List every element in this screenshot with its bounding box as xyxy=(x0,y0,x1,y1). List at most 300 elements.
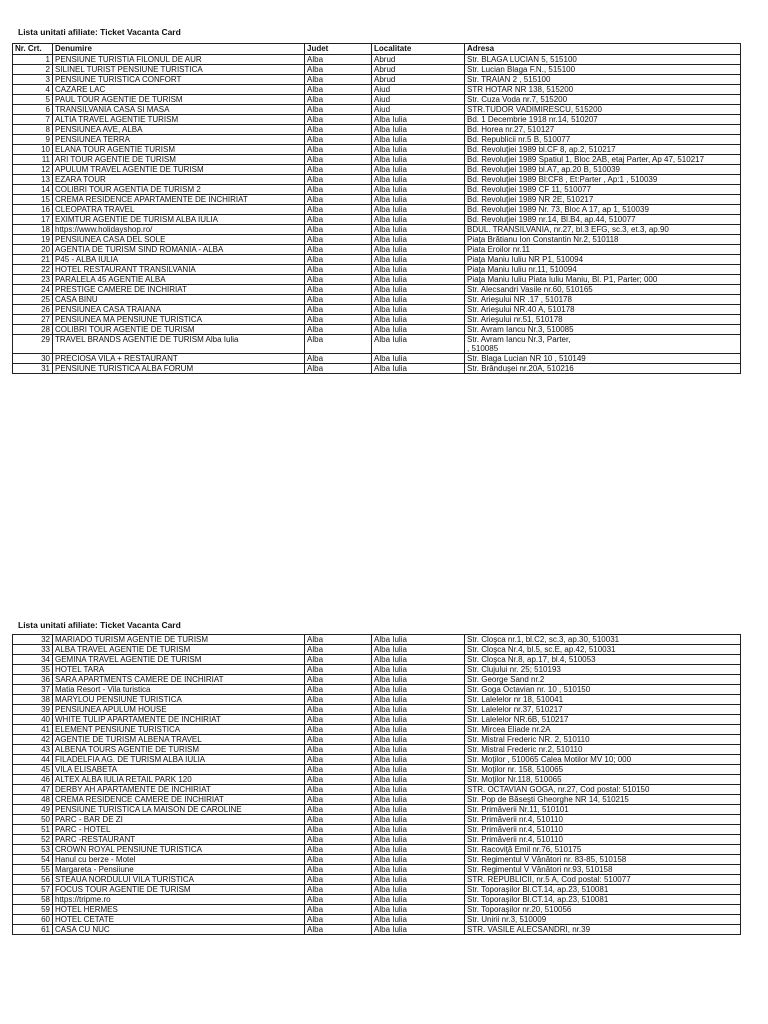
table-row xyxy=(13,235,741,245)
cell-adresa: Str. Avram Iancu Nr.3, 510085 xyxy=(465,325,741,335)
cell-judet: Alba xyxy=(305,675,372,685)
cell-nr-crt: 40 xyxy=(13,715,53,725)
cell-adresa: Bd. Revoluţiei 1989 Nr. 73, Bloc A 17, ap 1, 510039 xyxy=(465,205,741,215)
cell-nr-crt: 4 xyxy=(13,85,53,95)
cell-localitate: Alba Iulia xyxy=(372,845,465,855)
cell-localitate: Alba Iulia xyxy=(372,115,465,125)
cell-judet: Alba xyxy=(305,205,372,215)
cell-nr-crt: 57 xyxy=(13,885,53,895)
cell-adresa: Piata Eroilor nr.11 xyxy=(465,245,741,255)
cell-judet: Alba xyxy=(305,695,372,705)
cell-localitate: Alba Iulia xyxy=(372,665,465,675)
cell-localitate: Aiud xyxy=(372,105,465,115)
table-row xyxy=(13,295,741,305)
cell-nr-crt: 25 xyxy=(13,295,53,305)
cell-denumire: CASA CU NUC xyxy=(53,925,305,935)
cell-adresa: Str. Primăverii nr.4, 510110 xyxy=(465,815,741,825)
page-title-2: Lista unitati afiliate: Ticket Vacanta Card xyxy=(18,620,181,630)
cell-localitate: Alba Iulia xyxy=(372,175,465,185)
table-row xyxy=(13,905,741,915)
cell-adresa: Str. TRAIAN 2 , 515100 xyxy=(465,75,741,85)
cell-localitate: Alba Iulia xyxy=(372,815,465,825)
cell-adresa: Str. Pop de Băseşti Gheorghe NR 14, 510215 xyxy=(465,795,741,805)
table-row xyxy=(13,795,741,805)
table-row xyxy=(13,135,741,145)
cell-judet: Alba xyxy=(305,115,372,125)
cell-adresa: Str. Alecsandri Vasile nr.60, 510165 xyxy=(465,285,741,295)
table-row xyxy=(13,105,741,115)
cell-denumire: https://www.holidayshop.ro/ xyxy=(53,225,305,235)
cell-denumire: PENSIUNE TURISTICA CONFORT xyxy=(53,75,305,85)
cell-adresa: Bd. Republicii nr.5 B, 510077 xyxy=(465,135,741,145)
cell-denumire: MARYLOU PENSIUNE TURISTICA xyxy=(53,695,305,705)
table-row xyxy=(13,725,741,735)
cell-adresa: Bd. Revoluţiei 1989 CF 11, 510077 xyxy=(465,185,741,195)
cell-denumire: https://tripme.ro xyxy=(53,895,305,905)
cell-denumire: AGENTIA DE TURISM SIND ROMANIA - ALBA xyxy=(53,245,305,255)
cell-nr-crt: 17 xyxy=(13,215,53,225)
cell-nr-crt: 44 xyxy=(13,755,53,765)
cell-localitate: Alba Iulia xyxy=(372,135,465,145)
cell-adresa: Str. Mircea Eliade nr.2A xyxy=(465,725,741,735)
cell-adresa: STR HOTAR NR 138, 515200 xyxy=(465,85,741,95)
cell-judet: Alba xyxy=(305,775,372,785)
cell-adresa: Str. Moţilor nr. 158, 510065 xyxy=(465,765,741,775)
table-row xyxy=(13,275,741,285)
table-row xyxy=(13,325,741,335)
cell-adresa: STR. VASILE ALECSANDRI, nr.39 xyxy=(465,925,741,935)
cell-judet: Alba xyxy=(305,155,372,165)
cell-nr-crt: 30 xyxy=(13,354,53,364)
table-row xyxy=(13,335,741,354)
table-row xyxy=(13,835,741,845)
table-row xyxy=(13,185,741,195)
table-row xyxy=(13,805,741,815)
cell-localitate: Alba Iulia xyxy=(372,885,465,895)
cell-nr-crt: 27 xyxy=(13,315,53,325)
cell-adresa: Str. Toporaşilor Bl.CT.14, ap.23, 510081 xyxy=(465,895,741,905)
table-row xyxy=(13,825,741,835)
table-row xyxy=(13,364,741,374)
cell-nr-crt: 58 xyxy=(13,895,53,905)
cell-localitate: Abrud xyxy=(372,55,465,65)
cell-localitate: Alba Iulia xyxy=(372,165,465,175)
table-row xyxy=(13,855,741,865)
cell-judet: Alba xyxy=(305,364,372,374)
cell-denumire: PENSIUNEA TERRA xyxy=(53,135,305,145)
cell-adresa: Str. George Sand nr.2 xyxy=(465,675,741,685)
cell-judet: Alba xyxy=(305,705,372,715)
cell-nr-crt: 28 xyxy=(13,325,53,335)
table-header-row xyxy=(13,44,741,55)
cell-nr-crt: 35 xyxy=(13,665,53,675)
cell-localitate: Alba Iulia xyxy=(372,755,465,765)
cell-localitate: Alba Iulia xyxy=(372,635,465,645)
cell-adresa: Str. Brânduşei nr.20A, 510216 xyxy=(465,364,741,374)
cell-nr-crt: 12 xyxy=(13,165,53,175)
cell-nr-crt: 52 xyxy=(13,835,53,845)
cell-judet: Alba xyxy=(305,885,372,895)
cell-denumire: CREMA RESIDENCE CAMERE DE INCHIRIAT xyxy=(53,795,305,805)
cell-localitate: Abrud xyxy=(372,65,465,75)
cell-judet: Alba xyxy=(305,85,372,95)
cell-adresa: Str. Goga Octavian nr. 10 , 510150 xyxy=(465,685,741,695)
cell-localitate: Alba Iulia xyxy=(372,335,465,354)
table-row xyxy=(13,255,741,265)
cell-localitate: Alba Iulia xyxy=(372,735,465,745)
cell-adresa: Str. Lalelelor nr 18, 510041 xyxy=(465,695,741,705)
cell-adresa: Str. Regimentul V Vânători nr. 83-85, 510158 xyxy=(465,855,741,865)
cell-nr-crt: 32 xyxy=(13,635,53,645)
cell-judet: Alba xyxy=(305,685,372,695)
cell-nr-crt: 7 xyxy=(13,115,53,125)
cell-adresa: Str. Lalelelor NR.6B, 510217 xyxy=(465,715,741,725)
cell-localitate: Aiud xyxy=(372,85,465,95)
cell-localitate: Alba Iulia xyxy=(372,235,465,245)
cell-nr-crt: 15 xyxy=(13,195,53,205)
cell-judet: Alba xyxy=(305,225,372,235)
cell-denumire: GEMINA TRAVEL AGENTIE DE TURISM xyxy=(53,655,305,665)
cell-judet: Alba xyxy=(305,745,372,755)
table-row xyxy=(13,645,741,655)
cell-judet: Alba xyxy=(305,825,372,835)
cell-nr-crt: 36 xyxy=(13,675,53,685)
cell-adresa: Str. Cloşca Nr.8, ap.17, bl.4, 510053 xyxy=(465,655,741,665)
cell-nr-crt: 50 xyxy=(13,815,53,825)
cell-adresa: Str. Cloşca Nr.4, bl.5, sc.E, ap.42, 510031 xyxy=(465,645,741,655)
header-localitate: Localitate xyxy=(372,44,465,55)
cell-denumire: SARA APARTMENTS CAMERE DE INCHIRIAT xyxy=(53,675,305,685)
cell-adresa: Str. Mistral Frederic NR. 2, 510110 xyxy=(465,735,741,745)
cell-denumire: SILINEL TURIST PENSIUNE TURISTICA xyxy=(53,65,305,75)
cell-judet: Alba xyxy=(305,645,372,655)
cell-nr-crt: 61 xyxy=(13,925,53,935)
cell-judet: Alba xyxy=(305,185,372,195)
cell-nr-crt: 9 xyxy=(13,135,53,145)
cell-judet: Alba xyxy=(305,815,372,825)
cell-localitate: Alba Iulia xyxy=(372,785,465,795)
cell-denumire: APULUM TRAVEL AGENTIE DE TURISM xyxy=(53,165,305,175)
cell-denumire: ALBA TRAVEL AGENTIE DE TURISM xyxy=(53,645,305,655)
cell-localitate: Alba Iulia xyxy=(372,795,465,805)
cell-nr-crt: 22 xyxy=(13,265,53,275)
table-row xyxy=(13,55,741,65)
cell-adresa: Str. Toporaşilor nr.20, 510056 xyxy=(465,905,741,915)
cell-adresa: Str. Toporaşilor Bl.CT.14, ap.23, 510081 xyxy=(465,885,741,895)
cell-nr-crt: 41 xyxy=(13,725,53,735)
cell-denumire: HOTEL RESTAURANT TRANSILVANIA xyxy=(53,265,305,275)
table-row xyxy=(13,265,741,275)
table-row xyxy=(13,85,741,95)
cell-nr-crt: 49 xyxy=(13,805,53,815)
cell-nr-crt: 55 xyxy=(13,865,53,875)
cell-adresa: Str. Arieşului nr.51, 510178 xyxy=(465,315,741,325)
cell-denumire: EZARA TOUR xyxy=(53,175,305,185)
cell-judet: Alba xyxy=(305,354,372,364)
cell-localitate: Alba Iulia xyxy=(372,875,465,885)
cell-nr-crt: 39 xyxy=(13,705,53,715)
cell-denumire: PENSIUNE TURISTIA FILONUL DE AUR xyxy=(53,55,305,65)
cell-nr-crt: 26 xyxy=(13,305,53,315)
cell-localitate: Alba Iulia xyxy=(372,205,465,215)
cell-denumire: Matia Resort - Vila turistica xyxy=(53,685,305,695)
cell-nr-crt: 24 xyxy=(13,285,53,295)
table-row xyxy=(13,705,741,715)
header-judet: Judet xyxy=(305,44,372,55)
cell-denumire: PENSIUNE TURISTICA LA MAISON DE CAROLINE xyxy=(53,805,305,815)
cell-adresa: Bd. Revoluţiei 1989 NR 2E, 510217 xyxy=(465,195,741,205)
cell-localitate: Alba Iulia xyxy=(372,285,465,295)
cell-localitate: Alba Iulia xyxy=(372,725,465,735)
cell-denumire: MARIADO TURISM AGENTIE DE TURISM xyxy=(53,635,305,645)
table-row xyxy=(13,915,741,925)
table-row xyxy=(13,925,741,935)
cell-nr-crt: 46 xyxy=(13,775,53,785)
cell-nr-crt: 2 xyxy=(13,65,53,75)
cell-nr-crt: 16 xyxy=(13,205,53,215)
cell-judet: Alba xyxy=(305,655,372,665)
cell-judet: Alba xyxy=(305,145,372,155)
header-adresa: Adresa xyxy=(465,44,741,55)
cell-nr-crt: 21 xyxy=(13,255,53,265)
table-row xyxy=(13,865,741,875)
cell-nr-crt: 54 xyxy=(13,855,53,865)
cell-denumire: Hanul cu berze - Motel xyxy=(53,855,305,865)
cell-denumire: ALTIA TRAVEL AGENTIE TURISM xyxy=(53,115,305,125)
cell-adresa: Bd. Horea nr.27, 510127 xyxy=(465,125,741,135)
cell-adresa: Str. Primăverii Nr.11, 510101 xyxy=(465,805,741,815)
cell-adresa: Bd. 1 Decembrie 1918 nr.14, 510207 xyxy=(465,115,741,125)
cell-nr-crt: 47 xyxy=(13,785,53,795)
cell-localitate: Alba Iulia xyxy=(372,255,465,265)
table-row xyxy=(13,755,741,765)
cell-nr-crt: 18 xyxy=(13,225,53,235)
table-row xyxy=(13,745,741,755)
cell-nr-crt: 13 xyxy=(13,175,53,185)
cell-localitate: Alba Iulia xyxy=(372,315,465,325)
cell-judet: Alba xyxy=(305,325,372,335)
cell-judet: Alba xyxy=(305,725,372,735)
cell-adresa: Str. Primăverii nr.4, 510110 xyxy=(465,835,741,845)
table-row xyxy=(13,875,741,885)
cell-adresa: Str. Primăverii nr.4, 510110 xyxy=(465,825,741,835)
cell-denumire: VILA ELISABETA xyxy=(53,765,305,775)
cell-judet: Alba xyxy=(305,665,372,675)
cell-adresa: Str. Racoviţă Emil nr.76, 510175 xyxy=(465,845,741,855)
table-row xyxy=(13,845,741,855)
cell-judet: Alba xyxy=(305,845,372,855)
cell-denumire: HOTEL TARA xyxy=(53,665,305,675)
cell-adresa: Str. Arieşului NR.40 A, 510178 xyxy=(465,305,741,315)
cell-adresa: Str. Lalelelor nr.37, 510217 xyxy=(465,705,741,715)
cell-localitate: Alba Iulia xyxy=(372,835,465,845)
cell-denumire: ELEMENT PENSIUNE TURISTICA xyxy=(53,725,305,735)
cell-nr-crt: 29 xyxy=(13,335,53,354)
cell-adresa: Bd. Revoluţiei 1989 bl.CF 8, ap.2, 510217 xyxy=(465,145,741,155)
affiliates-table-1 xyxy=(12,43,741,374)
cell-denumire: PENSIUNEA CASA TRAIANA xyxy=(53,305,305,315)
cell-localitate: Alba Iulia xyxy=(372,905,465,915)
cell-localitate: Alba Iulia xyxy=(372,275,465,285)
cell-denumire: TRAVEL BRANDS AGENTIE DE TURISM Alba Iulia xyxy=(53,335,305,354)
header-denumire: Denumire xyxy=(53,44,305,55)
table-row xyxy=(13,195,741,205)
table-row xyxy=(13,145,741,155)
table-row xyxy=(13,735,741,745)
cell-denumire: COLIBRI TOUR AGENTIE DE TURISM xyxy=(53,325,305,335)
cell-adresa: Piaţa Maniu Iuliu Piata Iuliu Maniu, Bl. P1, Parter; 000 xyxy=(465,275,741,285)
cell-nr-crt: 33 xyxy=(13,645,53,655)
cell-nr-crt: 11 xyxy=(13,155,53,165)
cell-nr-crt: 38 xyxy=(13,695,53,705)
cell-denumire: PAUL TOUR AGENTIE DE TURISM xyxy=(53,95,305,105)
cell-judet: Alba xyxy=(305,165,372,175)
cell-nr-crt: 59 xyxy=(13,905,53,915)
cell-judet: Alba xyxy=(305,235,372,245)
cell-localitate: Alba Iulia xyxy=(372,675,465,685)
cell-localitate: Alba Iulia xyxy=(372,185,465,195)
cell-adresa: Piaţa Brătianu Ion Constantin Nr.2, 510118 xyxy=(465,235,741,245)
cell-nr-crt: 45 xyxy=(13,765,53,775)
cell-localitate: Alba Iulia xyxy=(372,685,465,695)
cell-judet: Alba xyxy=(305,175,372,185)
cell-denumire: FILADELFIA AG. DE TURISM ALBA IULIA xyxy=(53,755,305,765)
table-row xyxy=(13,695,741,705)
table-row xyxy=(13,75,741,85)
table-row xyxy=(13,225,741,235)
cell-nr-crt: 56 xyxy=(13,875,53,885)
table-row xyxy=(13,115,741,125)
cell-adresa: Str. Avram Iancu Nr.3, Parter, , 510085 xyxy=(465,335,741,354)
cell-judet: Alba xyxy=(305,315,372,325)
table-row xyxy=(13,95,741,105)
cell-localitate: Alba Iulia xyxy=(372,895,465,905)
cell-localitate: Alba Iulia xyxy=(372,715,465,725)
cell-judet: Alba xyxy=(305,805,372,815)
cell-adresa: Str. Moţilor Nr.118, 510065 xyxy=(465,775,741,785)
cell-adresa: Str. Mistral Frederic nr.2, 510110 xyxy=(465,745,741,755)
cell-denumire: CREMA RESIDENCE APARTAMENTE DE INCHIRIAT xyxy=(53,195,305,205)
cell-judet: Alba xyxy=(305,755,372,765)
table-row xyxy=(13,885,741,895)
table-row xyxy=(13,65,741,75)
cell-nr-crt: 42 xyxy=(13,735,53,745)
cell-denumire: PARC - BAR DE ZI xyxy=(53,815,305,825)
cell-adresa: Str. BLAGA LUCIAN 5, 515100 xyxy=(465,55,741,65)
table-row xyxy=(13,205,741,215)
cell-nr-crt: 23 xyxy=(13,275,53,285)
cell-localitate: Alba Iulia xyxy=(372,655,465,665)
table-row xyxy=(13,815,741,825)
cell-denumire: PRESTIGE CAMERE DE INCHIRIAT xyxy=(53,285,305,295)
cell-denumire: EXIMTUR AGENTIE DE TURISM ALBA IULIA xyxy=(53,215,305,225)
table-row xyxy=(13,155,741,165)
cell-localitate: Aiud xyxy=(372,95,465,105)
cell-judet: Alba xyxy=(305,905,372,915)
cell-nr-crt: 8 xyxy=(13,125,53,135)
cell-judet: Alba xyxy=(305,265,372,275)
cell-nr-crt: 14 xyxy=(13,185,53,195)
cell-denumire: AGENTIE DE TURISM ALBENA TRAVEL xyxy=(53,735,305,745)
table-row xyxy=(13,635,741,645)
cell-judet: Alba xyxy=(305,715,372,725)
cell-adresa: Str. Cloşca nr.1, bl.C2, sc.3, ap.30, 510031 xyxy=(465,635,741,645)
cell-judet: Alba xyxy=(305,95,372,105)
cell-adresa: BDUL. TRANSILVANIA, nr.27, bl.3 EFG, sc.3, et.3, ap.90 xyxy=(465,225,741,235)
cell-denumire: STEAUA NORDULUI VILA TURISTICA xyxy=(53,875,305,885)
cell-denumire: ALBENA TOURS AGENTIE DE TURISM xyxy=(53,745,305,755)
cell-nr-crt: 6 xyxy=(13,105,53,115)
cell-nr-crt: 3 xyxy=(13,75,53,85)
cell-localitate: Alba Iulia xyxy=(372,695,465,705)
cell-adresa: Str. Arieşului NR .17 , 510178 xyxy=(465,295,741,305)
cell-localitate: Alba Iulia xyxy=(372,364,465,374)
cell-denumire: PENSIUNEA AVE, ALBA xyxy=(53,125,305,135)
cell-denumire: HOTEL CETATE xyxy=(53,915,305,925)
cell-judet: Alba xyxy=(305,125,372,135)
cell-judet: Alba xyxy=(305,915,372,925)
cell-denumire: FOCUS TOUR AGENTIE DE TURISM xyxy=(53,885,305,895)
cell-judet: Alba xyxy=(305,785,372,795)
cell-localitate: Alba Iulia xyxy=(372,825,465,835)
table-row xyxy=(13,655,741,665)
cell-judet: Alba xyxy=(305,635,372,645)
table-row xyxy=(13,685,741,695)
cell-denumire: PARC -RESTAURANT xyxy=(53,835,305,845)
cell-localitate: Alba Iulia xyxy=(372,865,465,875)
cell-adresa: Piaţa Maniu Iuliu nr.11, 510094 xyxy=(465,265,741,275)
table-row xyxy=(13,175,741,185)
table-row xyxy=(13,354,741,364)
cell-localitate: Alba Iulia xyxy=(372,805,465,815)
table-row xyxy=(13,215,741,225)
table-row xyxy=(13,245,741,255)
cell-judet: Alba xyxy=(305,795,372,805)
cell-judet: Alba xyxy=(305,65,372,75)
cell-denumire: PENSIUNE TURISTICA ALBA FORUM xyxy=(53,364,305,374)
cell-adresa: Bd. Revoluţiei 1989 Bl:CF8 , Et:Parter , Ap:1 , 510039 xyxy=(465,175,741,185)
cell-localitate: Alba Iulia xyxy=(372,745,465,755)
cell-adresa: Str. Unirii nr.3, 510009 xyxy=(465,915,741,925)
table-body-1 xyxy=(13,55,741,374)
table-row xyxy=(13,675,741,685)
cell-judet: Alba xyxy=(305,835,372,845)
table-row xyxy=(13,765,741,775)
cell-judet: Alba xyxy=(305,55,372,65)
cell-adresa: Bd. Revoluţiei 1989 nr.14, Bl.B4, ap.44, 510077 xyxy=(465,215,741,225)
cell-localitate: Alba Iulia xyxy=(372,155,465,165)
cell-adresa: Str. Moţilor , 510065 Calea Motilor MV 10; 000 xyxy=(465,755,741,765)
cell-denumire: HOTEL HERMES xyxy=(53,905,305,915)
cell-denumire: PRECIOSA VILA + RESTAURANT xyxy=(53,354,305,364)
cell-nr-crt: 60 xyxy=(13,915,53,925)
cell-judet: Alba xyxy=(305,925,372,935)
cell-judet: Alba xyxy=(305,75,372,85)
cell-adresa: Str. Cuza Voda nr.7, 515200 xyxy=(465,95,741,105)
cell-denumire: ALTEX ALBA IULIA RETAIL PARK 120 xyxy=(53,775,305,785)
cell-localitate: Alba Iulia xyxy=(372,125,465,135)
cell-nr-crt: 10 xyxy=(13,145,53,155)
cell-localitate: Alba Iulia xyxy=(372,145,465,155)
cell-localitate: Alba Iulia xyxy=(372,265,465,275)
cell-judet: Alba xyxy=(305,245,372,255)
cell-localitate: Alba Iulia xyxy=(372,855,465,865)
cell-adresa: Str. Regimentul V Vânători nr.93, 510158 xyxy=(465,865,741,875)
cell-denumire: CAZARE LAC xyxy=(53,85,305,95)
cell-adresa: Str. Lucian Blaga F.N., 515100 xyxy=(465,65,741,75)
cell-localitate: Alba Iulia xyxy=(372,195,465,205)
cell-judet: Alba xyxy=(305,135,372,145)
